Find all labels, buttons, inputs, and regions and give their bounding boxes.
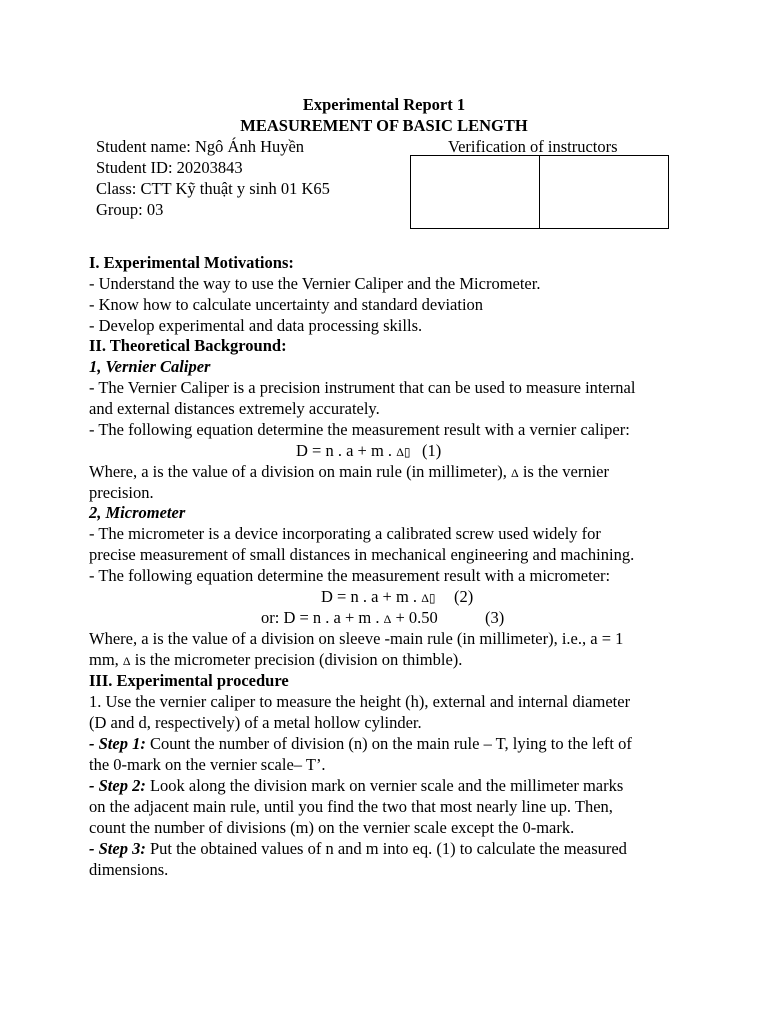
equation-1-number: (1) bbox=[422, 441, 442, 460]
vernier-paragraph: - The Vernier Caliper is a precision instrument that can be used to measure internal bbox=[89, 378, 636, 397]
report-title: Experimental Report 1 bbox=[302, 95, 466, 114]
vernier-where-text: Where, a is the value of a division on main rule (in millimeter), bbox=[89, 462, 511, 481]
equation-2-number: (2) bbox=[454, 587, 474, 606]
report-subtitle: MEASUREMENT OF BASIC LENGTH bbox=[240, 116, 528, 135]
equation-2-text: D = n . a + m . bbox=[321, 587, 422, 606]
vernier-where: precision. bbox=[89, 483, 154, 502]
verification-box-divider bbox=[539, 156, 540, 228]
micrometer-where-text: mm, bbox=[89, 650, 123, 669]
step-3-text: Put the obtained values of n and m into eq. (1) to calculate the measured bbox=[145, 839, 627, 858]
delta-symbol: Δ bbox=[511, 466, 519, 480]
vernier-where-text: is the vernier bbox=[518, 462, 609, 481]
equation-3 bbox=[261, 608, 438, 629]
student-group: Group: 03 bbox=[96, 200, 164, 219]
vernier-paragraph: and external distances extremely accurately. bbox=[89, 399, 380, 418]
micrometer-where: Where, a is the value of a division on sleeve -main rule (in millimeter), i.e., a = 1 bbox=[89, 629, 624, 648]
verification-signature-box bbox=[410, 155, 669, 229]
step-2 bbox=[89, 776, 623, 796]
delta-symbol: Δ bbox=[396, 445, 404, 459]
micrometer-heading: 2, Micrometer bbox=[89, 503, 186, 522]
missing-glyph-box: ▯ bbox=[428, 591, 436, 605]
delta-symbol: Δ bbox=[122, 654, 131, 668]
step-1-text: Count the number of division (n) on the main rule – T, lying to the left of bbox=[145, 734, 632, 753]
motivation-item: - Develop experimental and data processing skills. bbox=[89, 316, 423, 335]
student-id: Student ID: 20203843 bbox=[96, 158, 243, 177]
equation-3-text: + 0.50 bbox=[391, 608, 438, 627]
student-name: Student name: Ngô Ánh Huyền bbox=[96, 137, 305, 156]
step-1 bbox=[89, 734, 632, 754]
delta-symbol: Δ bbox=[383, 612, 392, 626]
step-3 bbox=[89, 839, 627, 859]
equation-3-text: or: D = n . a + m . bbox=[261, 608, 384, 627]
delta-symbol: Δ bbox=[421, 591, 429, 605]
student-class: Class: CTT Kỹ thuật y sinh 01 K65 bbox=[96, 179, 330, 198]
motivation-item: - Understand the way to use the Vernier Caliper and the Micrometer. bbox=[89, 274, 541, 293]
vernier-where bbox=[89, 462, 609, 483]
equation-1 bbox=[296, 441, 411, 462]
micrometer-paragraph: precise measurement of small distances in mechanical engineering and machining. bbox=[89, 545, 635, 564]
step-1-text: the 0-mark on the vernier scale– T’. bbox=[89, 755, 326, 774]
procedure-paragraph: (D and d, respectively) of a metal hollow cylinder. bbox=[89, 713, 422, 732]
micrometer-equation-intro: - The following equation determine the measurement result with a micrometer: bbox=[89, 566, 611, 585]
step-2-text: Look along the division mark on vernier scale and the millimeter marks bbox=[145, 776, 624, 795]
step-3-label: - Step 3: bbox=[89, 839, 146, 858]
micrometer-paragraph: - The micrometer is a device incorporating a calibrated screw used widely for bbox=[89, 524, 601, 543]
micrometer-where-text: is the micrometer precision (division on thimble). bbox=[130, 650, 463, 669]
section-1-heading: I. Experimental Motivations: bbox=[89, 253, 294, 272]
equation-3-number: (3) bbox=[485, 608, 505, 627]
missing-glyph-box: ▯ bbox=[403, 445, 411, 459]
motivation-item: - Know how to calculate uncertainty and standard deviation bbox=[89, 295, 484, 314]
step-2-text: on the adjacent main rule, until you find the two that most nearly line up. Then, bbox=[89, 797, 613, 816]
section-3-heading: III. Experimental procedure bbox=[89, 671, 289, 690]
vernier-heading: 1, Vernier Caliper bbox=[89, 357, 211, 376]
procedure-paragraph: 1. Use the vernier caliper to measure the height (h), external and internal diameter bbox=[89, 692, 631, 711]
equation-2 bbox=[321, 587, 436, 608]
step-2-text: count the number of divisions (m) on the vernier scale except the 0-mark. bbox=[89, 818, 575, 837]
micrometer-where bbox=[89, 650, 462, 671]
section-2-heading: II. Theoretical Background: bbox=[89, 336, 287, 355]
verification-label: Verification of instructors bbox=[448, 137, 618, 156]
step-3-text: dimensions. bbox=[89, 860, 169, 879]
vernier-equation-intro: - The following equation determine the measurement result with a vernier caliper: bbox=[89, 420, 630, 439]
step-2-label: - Step 2: bbox=[89, 776, 146, 795]
step-1-label: - Step 1: bbox=[89, 734, 146, 753]
equation-1-text: D = n . a + m . bbox=[296, 441, 397, 460]
